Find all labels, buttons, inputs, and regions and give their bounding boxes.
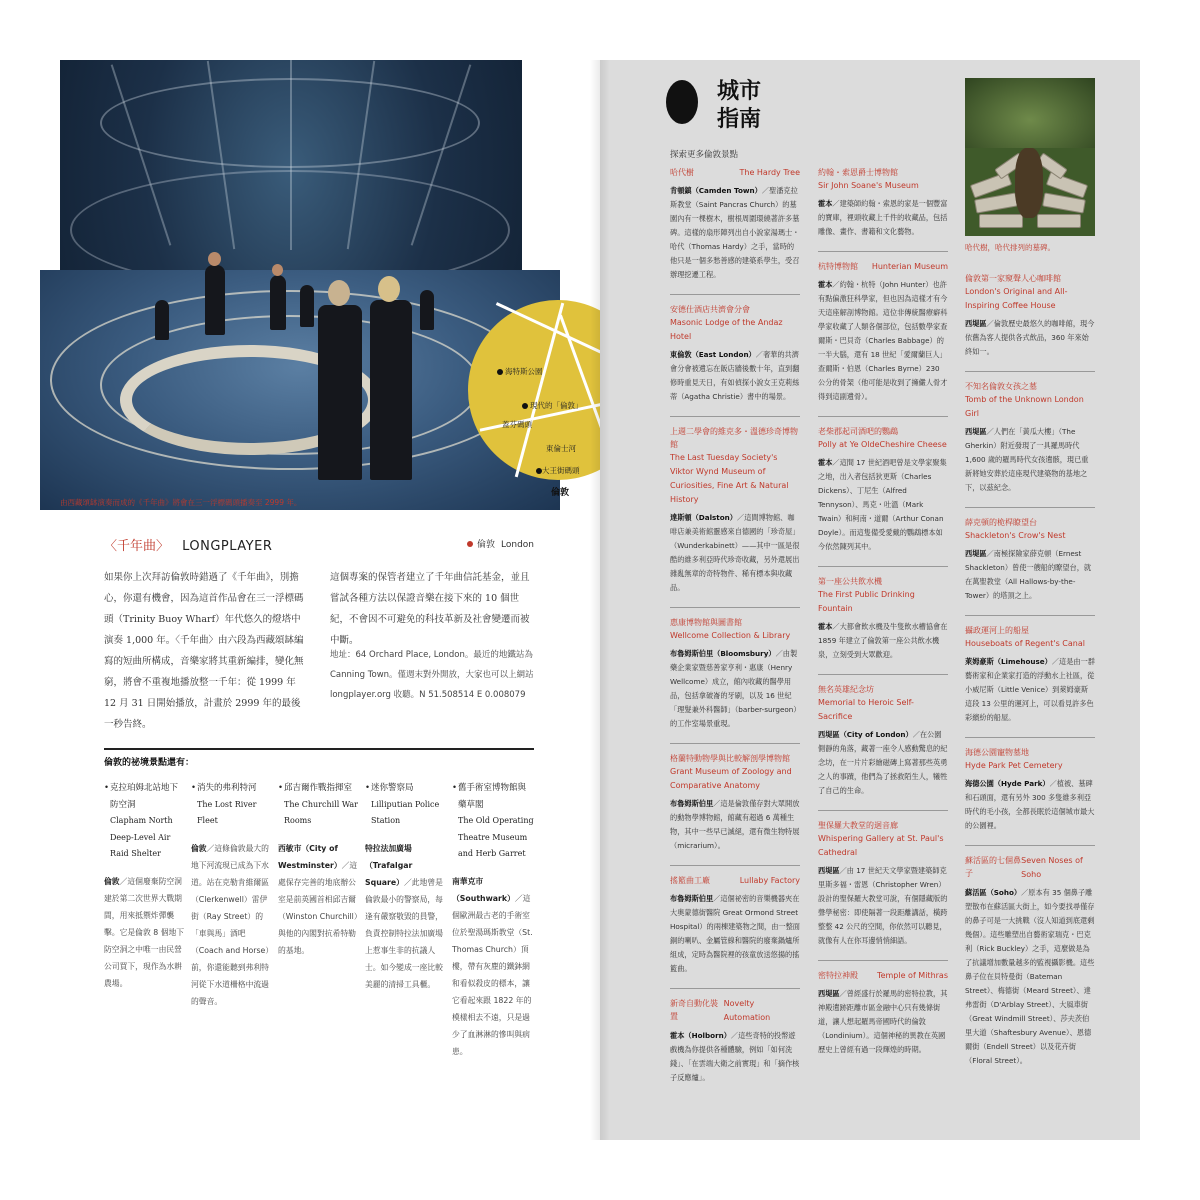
section-divider	[104, 748, 534, 750]
city-guide-subtitle: 探索更多倫敦景點	[670, 150, 739, 160]
entry-title-zh: 惠康博物館與圖書館	[670, 618, 742, 627]
entry-title-en: Hyde Park Pet Cemetery	[965, 761, 1063, 770]
entry-title-zh: 倫敦第一家窺聲人心咖啡館	[965, 274, 1061, 283]
guide-entry	[818, 960, 948, 1057]
left-page	[60, 60, 600, 1140]
spot-lead: 倫敦	[191, 843, 207, 853]
entry-title-en: Hunterian Museum	[871, 262, 948, 271]
entry-title-zh: 密特拉神殿	[818, 971, 858, 980]
guide-entry	[818, 810, 948, 948]
spot-title-en: Clapham North Deep-Level Air Raid Shelter	[110, 816, 173, 858]
spot-lead: 特拉法加廣場（Trafalgar Square）	[365, 843, 413, 887]
guide-entry	[818, 416, 948, 554]
entry-lead: 蘇活區（Soho）	[965, 888, 1022, 897]
entry-body: ／南極探險家薛克頓（Ernest Shackleton）曾使一艘船的瞭望台，就在萬聖教堂（All Hallows-by-the-Tower）的塔頂之上。	[965, 549, 1092, 600]
entry-title-en: Sir John Soane's Museum	[818, 181, 919, 190]
entry-body: ／奢華的共濟會分會被遺忘在飯店牆後數十年，直到翻修時重見天日，有如偵探小說女王克莉絲蒂（Agatha Christie）書中的場景。	[670, 350, 800, 401]
entry-title-en: Houseboats of Regent's Canal	[965, 639, 1085, 648]
spot-item	[452, 780, 534, 1060]
guide-entry	[965, 272, 1095, 359]
entry-body: ／約翰・杭特（John Hunter）也許有點偏激狂科學家，但也因為這樣才有今天這座解剖博物館。這位非傳統醫療癖科學家收藏了人類各個部位，包括數學家查爾斯・巴貝奇（Charles Babbage）的一半大腦，還有 18 世紀「愛爾蘭巨人」查爾斯・伯恩（Charles Byrne）230 公分的骨架（他可能是收到了擁儼人骨才得到這副遺骨）。	[818, 280, 948, 401]
guide-entry	[670, 607, 800, 731]
entry-lead: 海德公園（Hyde Park）	[965, 779, 1050, 788]
entry-title-zh: 攝政運河上的船屋	[965, 626, 1029, 635]
title-zh: 〈千年曲〉	[104, 539, 170, 554]
guide-entry	[818, 166, 948, 239]
spot-title-zh: 邱吉爾作戰指揮室	[284, 783, 353, 793]
entry-title-zh: 杭特博物館	[818, 262, 858, 271]
guide-entry	[965, 845, 1095, 1068]
entry-lead: 布魯姆斯伯里（Bloomsbury）	[670, 649, 776, 658]
entry-lead: 布魯姆斯伯里	[670, 894, 714, 903]
entry-title-zh: 聖保羅大教堂的迴音廊	[818, 821, 898, 830]
entry-title-zh: 蘇活區的七個鼻子	[965, 856, 1021, 878]
entry-title-en: Wellcome Collection & Library	[670, 631, 791, 640]
entry-title-zh: 格蘭特動物學與比較解剖學博物館	[670, 754, 790, 763]
garden-caption: 哈代樹，哈代排列的墓碑。	[965, 243, 1055, 252]
entry-title-en: Polly at Ye OldeCheshire Cheese	[818, 440, 947, 449]
entry-body: ／這是倫敦僅存對大眾開放的動物學博物館，館藏有超過 6 萬種生物，其中一些早已滅絕，還有微生物特展（micrarium）。	[670, 799, 800, 850]
guide-entry	[670, 865, 800, 976]
guide-entry	[670, 988, 800, 1085]
entry-title-zh: 安德仕酒店共濟會分會	[670, 305, 750, 314]
entry-title-en: London's Original and All-Inspiring Coffee House	[965, 287, 1068, 310]
guide-column	[670, 166, 800, 1097]
spot-body: ／這條倫敦最大的地下河流現已成為下水道。站在克勒肯維爾區（Clerkenwell）雷伊街（Ray Street）的「車與馬」酒吧（Coach and Horse）前，你還能聽到弗利特河從下水道柵格中流過的聲音。	[191, 843, 270, 1006]
entry-title-en: Grant Museum of Zoology and Comparative Anatomy	[670, 767, 792, 790]
entry-title-zh: 搖籃曲工廠	[670, 876, 710, 885]
location-tag	[467, 537, 534, 550]
guide-entry	[818, 251, 948, 404]
entry-title-zh: 老柴郡起司酒吧的鸚鵡	[818, 427, 898, 436]
title-en: LONGPLAYER	[182, 539, 273, 554]
entry-body: ／植被、墓碑和石頭面，還有另外 300 多隻維多利亞時代的毛小孩，全都長眠於這個城市最大的公園裡。	[965, 779, 1095, 830]
map-city-label: 倫敦	[551, 488, 570, 498]
entry-title-en: Whispering Gallery at St. Paul's Cathedral	[818, 834, 944, 857]
entry-lead: 霍本	[818, 622, 833, 631]
entry-title-en: Temple of Mithras	[877, 971, 948, 980]
spot-lead: 倫敦	[104, 876, 120, 886]
map-label: 大王街碼頭	[542, 466, 580, 475]
entry-lead: 西堤區	[965, 549, 987, 558]
entry-body: ／倫敦歷史最悠久的咖啡館，現今依舊為客人提供各式飲品，360 年來始終如一。	[965, 319, 1095, 356]
entry-body: ／曾經盛行於羅馬的密特拉教，其神殿遺跡距離市區金融中心只有幾條街道，讓人想起羅馬帝國時代的倫敦（Londinium）。這個神秘的異教在英國歷史上曾經有過一段輝煌的時期。	[818, 989, 948, 1054]
book-spread	[60, 60, 1140, 1140]
spot-title-zh: 消失的弗利特河	[197, 783, 257, 793]
entry-body: ／聖潘克拉斯教堂（Saint Pancras Church）的墓園內有一棵樹木，樹根周圍環繞著許多墓碑。這樣的扇形陣列出自小說家湯瑪士・哈代（Thomas Hardy）之手，當時的他只是一個多愁善感的建築系學生，受召辦理挖遷工程。	[670, 186, 800, 279]
entry-body: ／人們在「黃瓜大樓」（The Gherkin）附近發現了一具羅馬時代 1,600 歲的羅馬時代女孩遺骸，現已重新將她安葬於這座現代建築物的基地之下，以茲紀念。	[965, 427, 1089, 492]
guide-entry	[965, 371, 1095, 495]
entry-title-zh: 無名英雄紀念坊	[818, 685, 874, 694]
entry-lead: 西堤區	[965, 427, 987, 436]
location-en: London	[501, 540, 534, 550]
entry-body: ／在公園側靜的角落，藏著一座令人感動驚息的紀念坊，在一片片彩繪磁磚上寫著那些英勇之人的事蹟，他們為了拯救陌生人，犧牲了自己的生命。	[818, 730, 948, 795]
city-guide-title: 城市指南	[717, 79, 762, 132]
entry-body: ／由製藥企業家暨慈善家亨利・惠康（Henry Wellcome）成立，館內收藏的醫學用品，包括拿破崙的牙刷，以及 16 世紀「理髮兼外科醫師」（barber-surgeon）的工作室場景重現。	[670, 649, 798, 728]
map-label: 現代的「倫敦」	[530, 401, 583, 410]
guide-column	[965, 272, 1095, 1080]
guide-entry	[670, 416, 800, 595]
entry-title-en: The First Public Drinking Fountain	[818, 590, 915, 613]
spot-title-en: The Churchill War Rooms	[284, 799, 358, 825]
entry-lead: 霍本	[818, 458, 833, 467]
entry-body: ／這些奇特的投幣遊戲機為你提供各種體驗，例如「如何洗錢」、「在雲端大衛之前實現」和「摘作核子反應爐」。	[670, 1031, 800, 1082]
entry-lead: 達斯頓（Dalston）	[670, 513, 737, 522]
entry-lead: 霍本	[818, 280, 833, 289]
map-label: 蓋芬碼頭	[502, 420, 532, 429]
longplayer-photo	[60, 60, 522, 492]
entry-body: ／建築師約翰・索恩的家是一個豐富的寶庫，裡頭收藏上千件的收藏品，包括雕像、畫作、書籍和文化藝物。	[818, 199, 948, 236]
entry-lead: 萊姆豪斯（Limehouse）	[965, 657, 1052, 666]
entry-body: ／大都會飲水機及牛隻飲水槽協會在 1859 年建立了倫敦第一座公共飲水機泉，立刻受到大眾歡迎。	[818, 622, 948, 659]
guide-entry	[670, 294, 800, 404]
entry-title-en: Novelty Automation	[723, 999, 771, 1022]
entry-title-zh: 哈代樹	[670, 168, 694, 177]
spot-lead: 西敏市（City of Westminster）	[278, 843, 342, 870]
spot-title-zh: 舊手術室博物館與藥草閣	[458, 783, 527, 810]
guide-entry	[818, 674, 948, 798]
entry-body: ／原本有 35 個鼻子雕塑散布在蘇活區大街上，如今要找尋僅存的鼻子可是一大挑戰（沒人知道到底還剩幾個）。這些雕塑出自藝術家瑞克・巴克利（Rick Buckley）之手，這麼做是為了抗議增加數量越多的監視攝影機。這些鼻子位在貝特曼街（Bateman Street）、梅德街（Meard Street）、達弗雷街（D'Arblay Street）、大風車街（Great Windmill Street）、莎夫茨伯里大道（Shaftesbury Avenue）、恩德爾街（Endell Street）以及花卉街（Floral Street）。	[965, 888, 1095, 1065]
guide-entry	[965, 737, 1095, 833]
map-label: 海特斯公園	[505, 367, 543, 376]
entry-title-zh: 上週二學會的維克多・溫德珍奇博物館	[670, 427, 798, 449]
entry-title-en: The Last Tuesday Society's Viktor Wynd Museum of Curiosities, Fine Art & Natural History	[670, 453, 789, 504]
entry-lead: 東倫敦（East London）	[670, 350, 756, 359]
spot-item	[191, 780, 273, 1010]
article-title	[104, 535, 534, 554]
guide-entry	[670, 743, 800, 853]
entry-body: ／這間 17 世紀酒吧曾是文學家聚集之地，出入者包括狄更斯（Charles Dickens）、丁尼生（Alfred Tennyson）、馬克・吐溫（Mark Twain）和柯南・道爾（Arthur Conan Doyle）。而這隻備受愛戴的鸚鵡標本如今依然陳列其中。	[818, 458, 947, 551]
spot-title-en: Lilliputian Police Station	[371, 799, 440, 825]
spot-title-en: The Old Operating Theatre Museum and Herb Garret	[458, 816, 534, 858]
spot-title-zh: 迷你警察局	[371, 783, 414, 793]
spot-body: ／這個歐洲最古老的手術室位於聖湯瑪斯教堂（St. Thomas Church）頂樓，帶有灰塵的鐵鉢網和看似殺皮的標本，讓它看起來跟 1822 年的模樣相去不遠，只是過少了血淋淋的慘叫與病患。	[452, 893, 533, 1056]
entry-lead: 西堤區	[965, 319, 987, 328]
location-zh: 倫敦	[476, 540, 495, 550]
guide-entry	[818, 566, 948, 662]
hardy-tree-photo	[965, 78, 1095, 236]
body-text-left: 如果你上次拜訪倫敦時錯過了《千年曲》，別擔心，你還有機會，因為這首作品會在三一浮標碼頭（Trinity Buoy Wharf）年代悠久的燈塔中演奏 1,000 年。〈千年曲〉由六段為西藏頌缽編寫的短曲所構成，音樂家將其重新編排，變化無窮，將會不重複地播放整一千年：從 1999 年 12 月 31 日開始播放，計畫於 2999 年的最後一秒告終。	[104, 572, 304, 730]
entry-lead: 西堤區	[818, 989, 840, 998]
entry-title-en: Memorial to Heroic Self-Sacrifice	[818, 698, 914, 721]
entry-title-en: Seven Noses of Soho	[1021, 856, 1083, 879]
more-spots-title: 倫敦的祕境景點還有：	[104, 758, 195, 768]
address-info: 地址：64 Orchard Place, London。最近的地鐵站為 Canning Town。僅週末對外開放，大家也可以上網站 longplayer.org 收聽。N 51.508514 E 0.008079	[330, 650, 534, 700]
spot-item	[365, 780, 447, 993]
guide-entry	[670, 166, 800, 282]
body-text-right: 這個專案的保管者建立了千年曲信託基金，並且嘗試各種方法以保證音樂在接下來的 10 個世紀，不會因不可避免的科技革新及社會變遷而被中斷。	[330, 572, 530, 646]
entry-title-en: Lullaby Factory	[739, 876, 800, 885]
spot-item	[104, 780, 186, 992]
guide-entry	[965, 615, 1095, 725]
page-gutter	[590, 60, 610, 1140]
entry-title-zh: 約翰・索恩爵士博物館	[818, 168, 898, 177]
spot-body: ／此地曾是倫敦最小的警察局，每逢有嚴察敬毀的員警，負責控制特拉法加廣場上惹事生非的抗議人士。如今變成一座比較美麗的清掃工具櫃。	[365, 877, 443, 989]
entry-title-zh: 海德公園寵物墓地	[965, 748, 1029, 757]
entry-title-en: Shackleton's Crow's Nest	[965, 531, 1066, 540]
entry-lead: 肯頓鎮（Camden Town）	[670, 186, 762, 195]
entry-title-zh: 第一座公共飲水機	[818, 577, 882, 586]
map-label: 東倫士河	[546, 444, 576, 453]
entry-body: ／這個祕密的音樂機器夾在大奧蒙德街醫院 Great Ormond Street Hospital）的兩棟建築物之間，由一整面銅的喇叭、金屬管線和醫院的廢棄鍋爐所組成，定時為醫院裡的孩童放送悠揚的搖籃曲。	[670, 894, 800, 973]
entry-body: ／這是由一群藝術家和企業家打造的浮動水上社區，從小威尼斯（Little Venice）到萊姆豪斯這段 13 公里的運河上，可以看見許多色彩繽紛的船屋。	[965, 657, 1095, 722]
spot-body: ／這處保存完善的地底辦公室是前英國首相邱吉爾（Winston Churchill）與他的內閣對抗希特勒的基地。	[278, 860, 358, 955]
entry-lead: 西堤區（City of London）	[818, 730, 913, 739]
spot-body: ／這個廢棄防空洞建於第二次世界大戰期間，用來抵禦炸彈襲擊。它是倫敦 8 個地下防空洞之中唯一由民營公司買下，現作為水耕農場。	[104, 876, 185, 988]
spot-item	[278, 780, 360, 959]
entry-lead: 霍本	[818, 199, 833, 208]
spot-title-zh: 克拉珀姆北站地下防空洞	[110, 783, 179, 810]
entry-title-zh: 薛克頓的桅桿瞭望台	[965, 518, 1037, 527]
photo-caption: 由西藏頌缽演奏而成的《千年曲》將會在三一浮標碼頭播奏至 2999 年。	[60, 498, 302, 507]
spot-title-en: The Lost River Fleet	[197, 799, 257, 825]
right-page	[600, 60, 1140, 1140]
entry-body: ／由 17 世紀天文學家暨建築師克里斯多福・雷恩（Christopher Wren）設計的聖保羅大教堂可說，有個隱藏版的聲學秘密：即使隔著一段距離講話，橫跨整整 42 公尺的空間，你依然可以聽見，就像有人在你耳邊悄悄細語。	[818, 866, 948, 945]
entry-lead: 西堤區	[818, 866, 840, 875]
guide-entry	[965, 507, 1095, 603]
location-dot-icon	[467, 541, 473, 547]
section-dot-icon	[666, 80, 698, 124]
entry-title-en: The Hardy Tree	[739, 168, 800, 177]
guide-column	[818, 166, 948, 1069]
entry-lead: 霍本（Holborn）	[670, 1031, 731, 1040]
entry-title-en: Masonic Lodge of the Andaz Hotel	[670, 318, 783, 341]
spot-lead: 南華克市（Southwark）	[452, 876, 515, 903]
entry-title-en: Tomb of the Unknown London Girl	[965, 395, 1084, 418]
entry-lead: 布魯姆斯伯里	[670, 799, 714, 808]
entry-body: ／這間博物館、咖啡店兼美術館靈感來自德國的「珍奇屋」（Wunderkabinett）——其中一區是很酷的維多利亞時代珍奇收藏，另外還展出雜亂無章的奇特物件、稀有標本與收藏品。	[670, 513, 800, 592]
entry-title-zh: 新奇自動化裝置	[670, 999, 718, 1021]
entry-title-zh: 不知名倫敦女孩之墓	[965, 382, 1037, 391]
